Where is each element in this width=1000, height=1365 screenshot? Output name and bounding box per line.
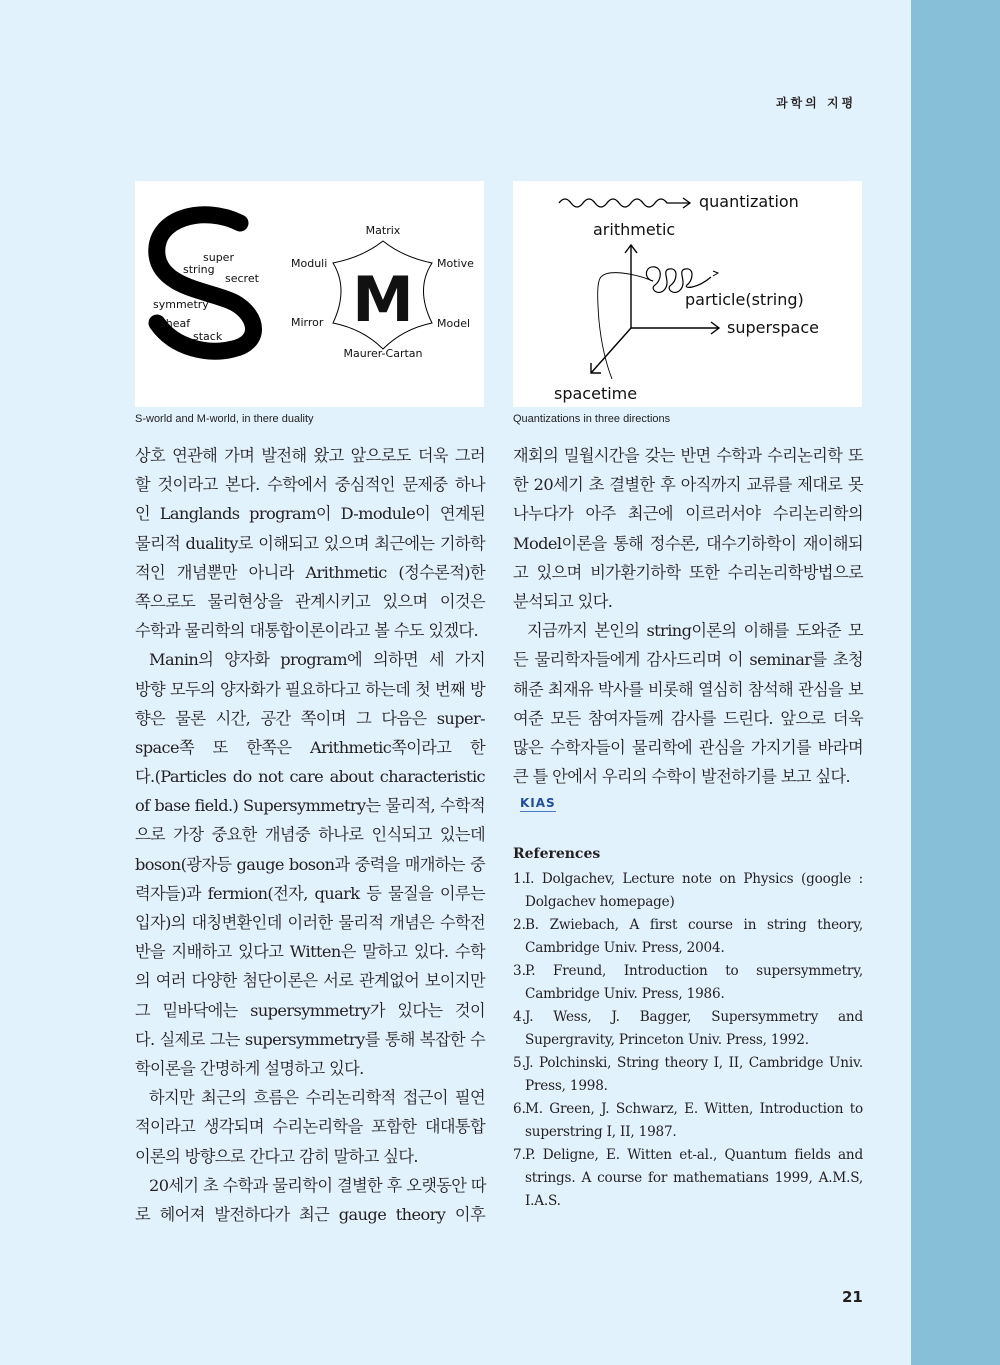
text-line: 재회의 밀월시간을 갖는 반면 수학과 수리논리학 또 xyxy=(513,446,863,465)
text-line: Manin의 양자화 program에 의하면 세 가지 xyxy=(149,650,485,670)
text-line: 의 여러 다양한 첨단이론은 서로 관계없어 보이지만 xyxy=(135,971,485,991)
text-line: 물리적 duality로 이해되고 있으며 최근에는 기하학 xyxy=(135,533,485,553)
text-line: 인 Langlands program이 D-module이 연계된 xyxy=(135,504,485,524)
reference-text: B. Zwiebach, A first course in string theory, Cambridge Univ. Press, 2004. xyxy=(525,917,863,956)
s-word-string: string xyxy=(183,263,215,276)
m-word-mirror: Mirror xyxy=(291,316,324,329)
reference-item xyxy=(513,1052,863,1098)
reference-item xyxy=(513,1098,863,1144)
text-line: 여준 모든 참여자들께 감사를 드린다. 앞으로 더욱 xyxy=(513,708,863,728)
s-word-secret: secret xyxy=(225,272,259,285)
text-line: 학이론을 간명하게 설명하고 있다. xyxy=(135,1058,364,1078)
reference-text: J. Polchinski, String theory I, II, Cambridge Univ. Press, 1998. xyxy=(525,1055,863,1094)
body-text-left-column xyxy=(135,441,485,1229)
label-quantization: quantization xyxy=(699,192,799,211)
text-line: 로 헤어져 발전하다가 최근 gauge theory 이후 xyxy=(135,1204,485,1224)
reference-number: 2. xyxy=(513,917,526,933)
text-line: 방향 모두의 양자화가 필요하다고 하는데 첫 번째 방 xyxy=(135,679,485,699)
text-line: 그 밑바닥에는 supersymmetry가 있다는 것이 xyxy=(135,1000,485,1020)
text-line: Model이론을 통해 정수론, 대수기하학이 재이해되 xyxy=(513,533,863,553)
wavy-arrow xyxy=(559,199,689,207)
world-line-curve xyxy=(598,273,653,379)
m-word-model: Model xyxy=(437,317,471,330)
text-line: 지금까지 본인의 string이론의 이해를 도와준 모 xyxy=(527,621,863,641)
reference-item xyxy=(513,914,863,960)
text-line: 수학과 물리학의 대통합이론이라고 볼 수도 있겠다. xyxy=(135,621,479,641)
text-line: 반을 지배하고 있다고 Witten은 말하고 있다. 수학 xyxy=(135,942,485,962)
text-line: 20세기 초 수학과 물리학이 결별한 후 오랫동안 따 xyxy=(149,1175,486,1195)
text-line: 고 있으며 비가환기하학 또한 수리논리학방법으로 xyxy=(513,562,863,582)
quantization-diagram xyxy=(513,181,862,407)
reference-text: I. Dolgachev, Lecture note on Physics (google : Dolgachev homepage) xyxy=(525,871,863,910)
s-word-stack: stack xyxy=(193,330,223,343)
page-number: 21 xyxy=(842,1288,863,1306)
side-color-strip xyxy=(911,0,1000,1365)
text-line: 쪽으로도 물리현상을 관계시키고 있으며 이것은 xyxy=(135,591,485,611)
axis-diagonal xyxy=(591,328,631,373)
reference-item xyxy=(513,868,863,914)
references-title: References xyxy=(513,846,601,862)
figure-caption-left: S-world and M-world, in there duality xyxy=(135,413,314,425)
text-line: of base field.) Supersymmetry는 물리적, 수학적 xyxy=(135,796,485,816)
reference-number: 1. xyxy=(513,871,526,887)
m-word-maurer-cartan: Maurer-Cartan xyxy=(343,347,423,360)
s-m-diagram xyxy=(135,181,484,407)
text-line: 하지만 최근의 흐름은 수리논리학적 접근이 필연 xyxy=(149,1088,485,1108)
text-line: 입자)의 대칭변환인데 이러한 물리적 개념은 수학전 xyxy=(135,913,485,932)
text-line: 한 20세기 초 결별한 후 아직까지 교류를 제대로 못 xyxy=(513,475,863,495)
text-line: 다.(Particles do not care about characteristic xyxy=(135,767,485,787)
figure-quantizations xyxy=(513,181,862,407)
reference-text: M. Green, J. Schwarz, E. Witten, Introduction to superstring I, II, 1987. xyxy=(525,1101,863,1140)
label-spacetime: spacetime xyxy=(554,384,638,403)
reference-item xyxy=(513,960,863,1006)
figure-caption-right: Quantizations in three directions xyxy=(513,413,671,425)
m-word-motive: Motive xyxy=(437,257,474,270)
text-line: 많은 수학자들이 물리학에 관심을 가지기를 바라며 xyxy=(513,737,863,757)
reference-text: P. Deligne, E. Witten et-al., Quantum fields and strings. A course for mathematians 1999, A.M.S, I.A.S. xyxy=(525,1147,863,1209)
reference-number: 6. xyxy=(513,1101,526,1117)
reference-number: 3. xyxy=(513,963,526,979)
running-title: 과학의 지평 xyxy=(776,96,857,110)
reference-item xyxy=(513,1144,863,1213)
text-line: 적이라고 생각되며 수리논리학을 포함한 대대통합 xyxy=(135,1117,485,1137)
label-arithmetic: arithmetic xyxy=(593,220,676,239)
string-arrow-head xyxy=(713,271,718,276)
m-letter: M xyxy=(352,263,414,336)
m-word-matrix: Matrix xyxy=(365,224,401,237)
reference-number: 7. xyxy=(513,1147,526,1163)
label-particle-string: particle(string) xyxy=(685,290,804,309)
text-line: boson(광자등 gauge boson과 중력을 매개하는 중 xyxy=(135,854,485,874)
reference-item xyxy=(513,1006,863,1052)
text-line: 적인 개념뿐만 아니라 Arithmetic (정수론적)한 xyxy=(135,562,485,582)
text-line: 이론의 방향으로 간다고 감히 말하고 싶다. xyxy=(135,1146,418,1166)
reference-number: 5. xyxy=(513,1055,526,1071)
s-word-symmetry: symmetry xyxy=(153,298,209,311)
text-line: 든 물리학자들에게 감사드리며 이 seminar를 초청 xyxy=(513,650,863,670)
text-line: 다. 실제로 그는 supersymmetry를 통해 복잡한 수 xyxy=(135,1029,485,1049)
s-word-super: super xyxy=(203,251,234,264)
text-line: space쪽 또 한쪽은 Arithmetic쪽이라고 한 xyxy=(135,737,485,757)
s-word-sheaf: sheaf xyxy=(160,317,191,330)
reference-text: J. Wess, J. Bagger, Supersymmetry and Supergravity, Princeton Univ. Press, 1992. xyxy=(525,1009,863,1048)
kias-logo: KIAS xyxy=(520,796,556,810)
text-line: 상호 연관해 가며 발전해 왔고 앞으로도 더욱 그러 xyxy=(135,446,485,465)
text-line: 향은 물론 시간, 공간 쪽이며 그 다음은 super- xyxy=(135,708,485,728)
text-line: 분석되고 있다. xyxy=(513,591,613,611)
string-loops xyxy=(646,267,711,293)
text-line: 나누다가 아주 최근에 이르러서야 수리논리학의 xyxy=(513,504,863,524)
text-line: 력자들)과 fermion(전자, quark 등 물질을 이루는 xyxy=(135,883,485,903)
references-section xyxy=(513,846,863,1213)
text-line: 큰 틀 안에서 우리의 수학이 발전하기를 보고 싶다. xyxy=(513,767,851,787)
text-line: 할 것이라고 본다. 수학에서 중심적인 문제중 하나 xyxy=(135,475,485,495)
body-text-right-column xyxy=(513,441,863,791)
figure-s-m-world xyxy=(135,181,484,407)
text-line: 해준 최재유 박사를 비롯해 열심히 참석해 관심을 보 xyxy=(513,679,863,699)
label-superspace: superspace xyxy=(727,318,819,337)
text-line: 으로 가장 중요한 개념중 하나로 인식되고 있는데 xyxy=(135,825,485,845)
reference-text: P. Freund, Introduction to supersymmetry, Cambridge Univ. Press, 1986. xyxy=(525,963,863,1002)
m-word-moduli: Moduli xyxy=(291,257,328,270)
reference-number: 4. xyxy=(513,1009,526,1025)
